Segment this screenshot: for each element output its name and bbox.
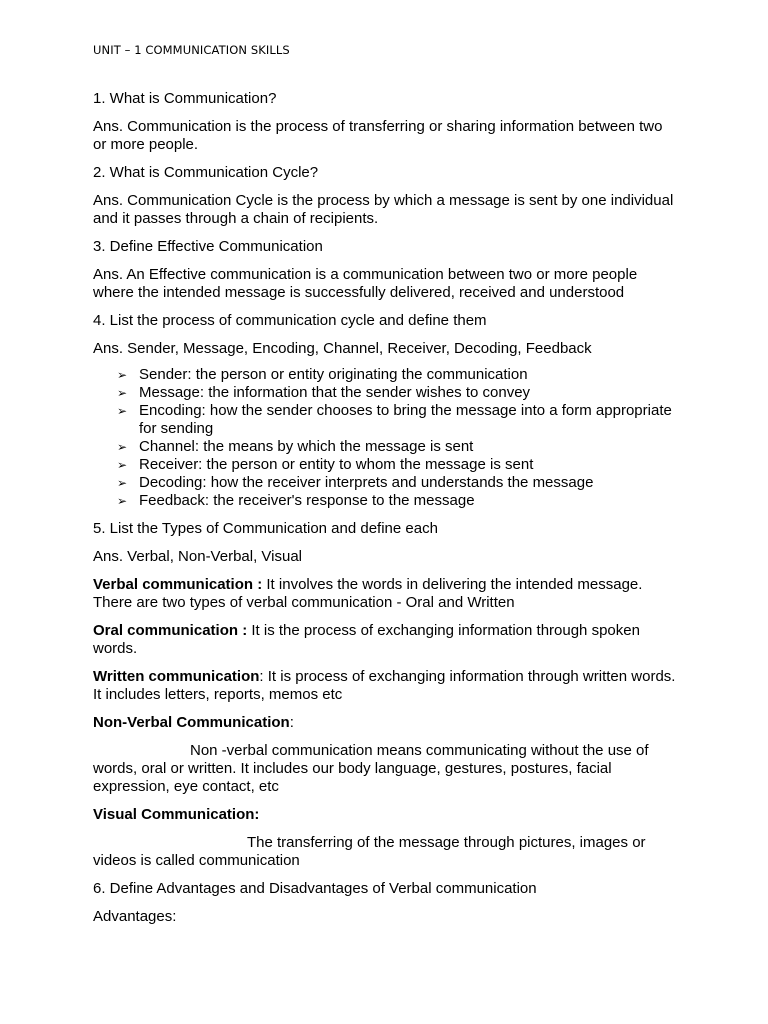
- visual-heading: [93, 806, 678, 824]
- arrow-bullet-icon: ➢: [117, 458, 128, 472]
- nonverbal-heading: Non-Verbal Communication:: [93, 714, 294, 731]
- list-item: ➢ Feedback: the receiver's response to the message: [117, 492, 475, 509]
- list-item: ➢ Sender: the person or entity originating the communication: [117, 366, 528, 383]
- oral-definition: Oral communication : It is the process of exchanging information through spoken words.: [93, 622, 640, 657]
- verbal-term: Verbal communication: [93, 576, 254, 593]
- question-6: 6. Define Advantages and Disadvantages of Verbal communication: [93, 880, 537, 897]
- arrow-bullet-icon: ➢: [117, 440, 128, 454]
- answer-5: Ans. Verbal, Non-Verbal, Visual: [93, 548, 303, 565]
- arrow-bullet-icon: ➢: [117, 386, 128, 400]
- question-1: 1. What is Communication?: [93, 90, 277, 107]
- nonverbal-definition: Non -verbal communication means communicating without the use of words, oral or written. It includes our body language, gestures, postures, facial expression, eye contact, etc: [93, 742, 649, 795]
- nonverbal-term: Non-Verbal Communication: [93, 714, 290, 731]
- list-item: ➢ Encoding: how the sender chooses to bring the message into a form appropriate for sending: [117, 402, 672, 437]
- verbal-definition: Verbal communication : It involves the words in delivering the intended message. There are two types of verbal communication - Oral and Written: [93, 576, 643, 611]
- list-item: ➢ Channel: the means by which the message is sent: [117, 438, 474, 455]
- arrow-bullet-icon: ➢: [117, 368, 128, 382]
- document-body: [93, 90, 678, 936]
- cycle-list: [93, 366, 678, 510]
- list-item: ➢ Decoding: how the receiver interprets and understands the message: [117, 474, 594, 491]
- arrow-bullet-icon: ➢: [117, 476, 128, 490]
- visual-term: Visual Communication:: [93, 806, 260, 823]
- written-term: Written communication: [93, 668, 260, 685]
- answer-1: Ans. Communication is the process of transferring or sharing information between two or more people.: [93, 118, 663, 153]
- answer-3: Ans. An Effective communication is a communication between two or more people where the intended message is successfully delivered, received and understood: [93, 266, 638, 301]
- written-definition: Written communication: It is process of exchanging information through written words. It includes letters, reports, memos etc: [93, 668, 676, 703]
- advantages-heading: Advantages:: [93, 908, 177, 925]
- question-3: 3. Define Effective Communication: [93, 238, 323, 255]
- page-header: UNIT – 1 COMMUNICATION SKILLS: [93, 43, 290, 57]
- visual-definition: The transferring of the message through pictures, images or videos is called communication: [93, 834, 646, 869]
- list-item: ➢ Receiver: the person or entity to whom the message is sent: [117, 456, 534, 473]
- question-4: 4. List the process of communication cycle and define them: [93, 312, 487, 329]
- answer-2: Ans. Communication Cycle is the process by which a message is sent by one individual and it passes through a chain of recipients.: [93, 192, 674, 227]
- oral-term: Oral communication: [93, 622, 239, 639]
- question-2: 2. What is Communication Cycle?: [93, 164, 319, 181]
- list-item: ➢ Message: the information that the sender wishes to convey: [117, 384, 531, 401]
- arrow-bullet-icon: ➢: [117, 404, 128, 418]
- answer-4: Ans. Sender, Message, Encoding, Channel, Receiver, Decoding, Feedback: [93, 340, 592, 357]
- question-5: 5. List the Types of Communication and define each: [93, 520, 438, 537]
- arrow-bullet-icon: ➢: [117, 494, 128, 508]
